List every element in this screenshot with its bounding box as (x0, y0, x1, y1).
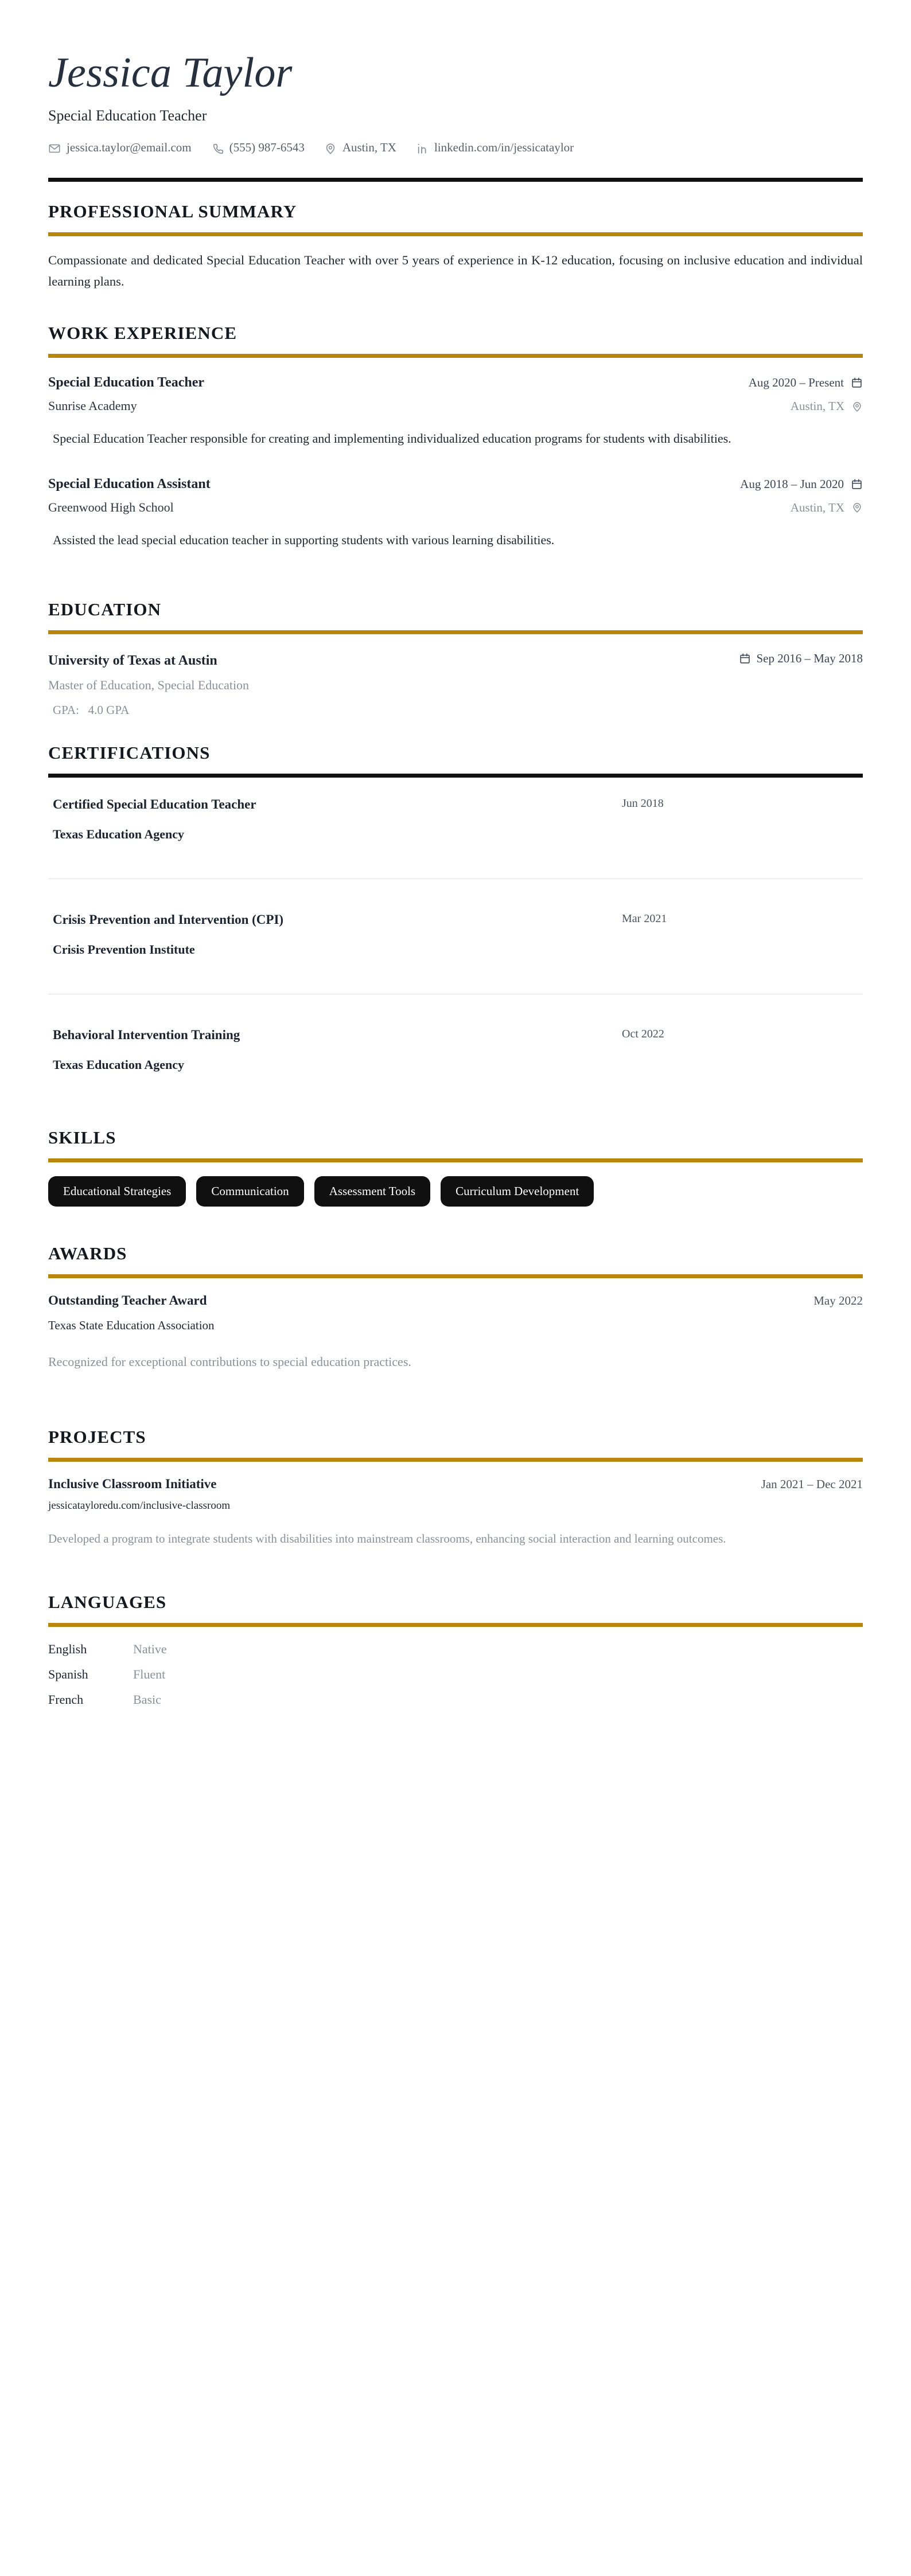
languages-rule (48, 1623, 863, 1627)
education-gpa-label: GPA: (53, 702, 79, 717)
projects-rule (48, 1458, 863, 1462)
education-gpa (48, 703, 863, 717)
languages-list (48, 1642, 863, 1707)
work-description: Assisted the lead special education teacher in supporting students with various learning disabilities. (53, 532, 555, 547)
language-row (48, 1667, 863, 1682)
section-languages (48, 1592, 863, 1707)
award-issuer: Texas State Education Association (48, 1318, 215, 1332)
language-name: French (48, 1692, 84, 1707)
contact-phone-text: (555) 987-6543 (229, 140, 305, 155)
skill-tag[interactable]: Communication (196, 1176, 303, 1207)
awards-rule (48, 1274, 863, 1278)
calendar-icon (739, 653, 751, 665)
calendar-icon (851, 478, 863, 490)
certification-main (48, 912, 622, 957)
education-school: University of Texas at Austin (48, 653, 217, 668)
project-title: Inclusive Classroom Initiative (48, 1476, 217, 1491)
award-date: May 2022 (813, 1293, 863, 1307)
contact-location (324, 142, 396, 155)
section-title-summary: PROFESSIONAL SUMMARY (48, 201, 297, 222)
section-title-skills: SKILLS (48, 1127, 116, 1148)
summary-rule (48, 232, 863, 236)
work-job-title: Special Education Teacher (48, 375, 205, 391)
certification-issuer: Crisis Prevention Institute (53, 942, 195, 957)
summary-text: Compassionate and dedicated Special Education Teacher with over 5 years of experience in K-12 education, focusing on inclusive education and individual learning plans. (48, 253, 863, 288)
award-title: Outstanding Teacher Award (48, 1293, 207, 1307)
section-title-awards: AWARDS (48, 1243, 127, 1263)
education-entry-header (48, 651, 863, 669)
contact-location-text: Austin, TX (342, 140, 396, 155)
language-row (48, 1692, 863, 1707)
work-dates (740, 477, 863, 491)
project-entry-header (48, 1477, 863, 1492)
skill-tag[interactable]: Curriculum Development (441, 1176, 594, 1207)
language-name: English (48, 1642, 87, 1657)
education-dates-text: Sep 2016 – May 2018 (756, 651, 863, 665)
work-location-text: Austin, TX (790, 399, 844, 413)
work-entry-header (48, 477, 863, 492)
location-icon (324, 142, 337, 155)
certifications-rule (48, 774, 863, 778)
award-entry-header (48, 1293, 863, 1308)
work-job-title: Special Education Assistant (48, 476, 211, 491)
skill-tag[interactable]: Educational Strategies (48, 1176, 186, 1207)
work-dates (749, 376, 863, 390)
work-location (791, 399, 863, 413)
section-awards (48, 1243, 863, 1372)
project-url[interactable]: jessicatayloredu.com/inclusive-classroom (48, 1499, 231, 1512)
work-description: Special Education Teacher responsible for creating and implementing individualized education programs for students with disabilities. (53, 431, 731, 446)
work-entry (48, 477, 863, 550)
certification-main (48, 797, 622, 842)
contact-email-text: jessica.taylor@email.com (67, 140, 192, 155)
section-certifications (48, 743, 863, 1072)
contact-linkedin[interactable] (416, 142, 574, 155)
section-summary (48, 201, 863, 292)
section-title-certifications: CERTIFICATIONS (48, 742, 211, 763)
work-company: Sunrise Academy (48, 399, 137, 413)
work-entry-subheader (48, 399, 863, 413)
work-location (791, 501, 863, 515)
section-education (48, 599, 863, 717)
certification-entry (48, 912, 863, 957)
contact-phone[interactable] (211, 142, 305, 155)
education-gpa-value: 4.0 GPA (88, 702, 130, 717)
section-title-work: WORK EXPERIENCE (48, 323, 238, 344)
language-level: Native (133, 1642, 167, 1657)
phone-icon (211, 142, 224, 155)
work-entry (48, 375, 863, 448)
certification-name: Behavioral Intervention Training (53, 1027, 240, 1042)
section-projects (48, 1427, 863, 1549)
section-title-projects: PROJECTS (48, 1426, 146, 1447)
certification-issuer: Texas Education Agency (53, 826, 185, 841)
award-description: Recognized for exceptional contributions to special education practices. (48, 1354, 411, 1369)
project-entry (48, 1477, 863, 1549)
work-company: Greenwood High School (48, 499, 174, 514)
work-rule (48, 354, 863, 358)
candidate-name: Jessica Taylor (48, 49, 293, 96)
location-icon (851, 502, 863, 513)
language-level: Basic (133, 1692, 161, 1707)
section-title-languages: LANGUAGES (48, 1592, 167, 1613)
certification-entry (48, 797, 863, 842)
work-dates-text: Aug 2018 – Jun 2020 (740, 477, 844, 491)
skills-rule (48, 1158, 863, 1162)
work-dates-text: Aug 2020 – Present (748, 376, 844, 390)
contact-email[interactable] (48, 142, 192, 155)
project-dates: Jan 2021 – Dec 2021 (761, 1477, 863, 1491)
section-skills (48, 1127, 863, 1207)
certification-date: Oct 2022 (622, 1027, 664, 1040)
linkedin-icon (416, 142, 429, 155)
language-level: Fluent (133, 1667, 166, 1682)
calendar-icon (851, 377, 863, 389)
certification-name: Crisis Prevention and Intervention (CPI) (53, 912, 284, 927)
education-rule (48, 630, 863, 634)
award-entry (48, 1293, 863, 1372)
project-description: Developed a program to integrate students with disabilities into mainstream classrooms, enhancing social interaction and learning outcomes. (48, 1531, 726, 1545)
contact-linkedin-text: linkedin.com/in/jessicataylor (434, 140, 574, 155)
certification-issuer: Texas Education Agency (53, 1057, 185, 1072)
education-degree: Master of Education, Special Education (48, 677, 250, 692)
section-title-education: EDUCATION (48, 599, 162, 619)
certification-date: Jun 2018 (622, 797, 664, 810)
section-work-experience (48, 323, 863, 549)
skill-tag[interactable]: Assessment Tools (314, 1176, 430, 1207)
skills-list (48, 1176, 863, 1207)
certification-name: Certified Special Education Teacher (53, 797, 256, 811)
work-entry-subheader (48, 500, 863, 515)
education-dates (739, 651, 863, 666)
work-location-text: Austin, TX (790, 500, 844, 514)
candidate-headline: Special Education Teacher (48, 107, 207, 124)
email-icon (48, 142, 61, 155)
contact-row (48, 142, 863, 155)
resume-header (48, 48, 863, 155)
work-entry-header (48, 375, 863, 391)
header-divider (48, 178, 863, 182)
certification-date: Mar 2021 (622, 912, 667, 925)
location-icon (851, 401, 863, 412)
certification-entry (48, 1028, 863, 1072)
language-name: Spanish (48, 1667, 88, 1682)
language-row (48, 1642, 863, 1657)
education-entry (48, 651, 863, 717)
certification-main (48, 1028, 622, 1072)
